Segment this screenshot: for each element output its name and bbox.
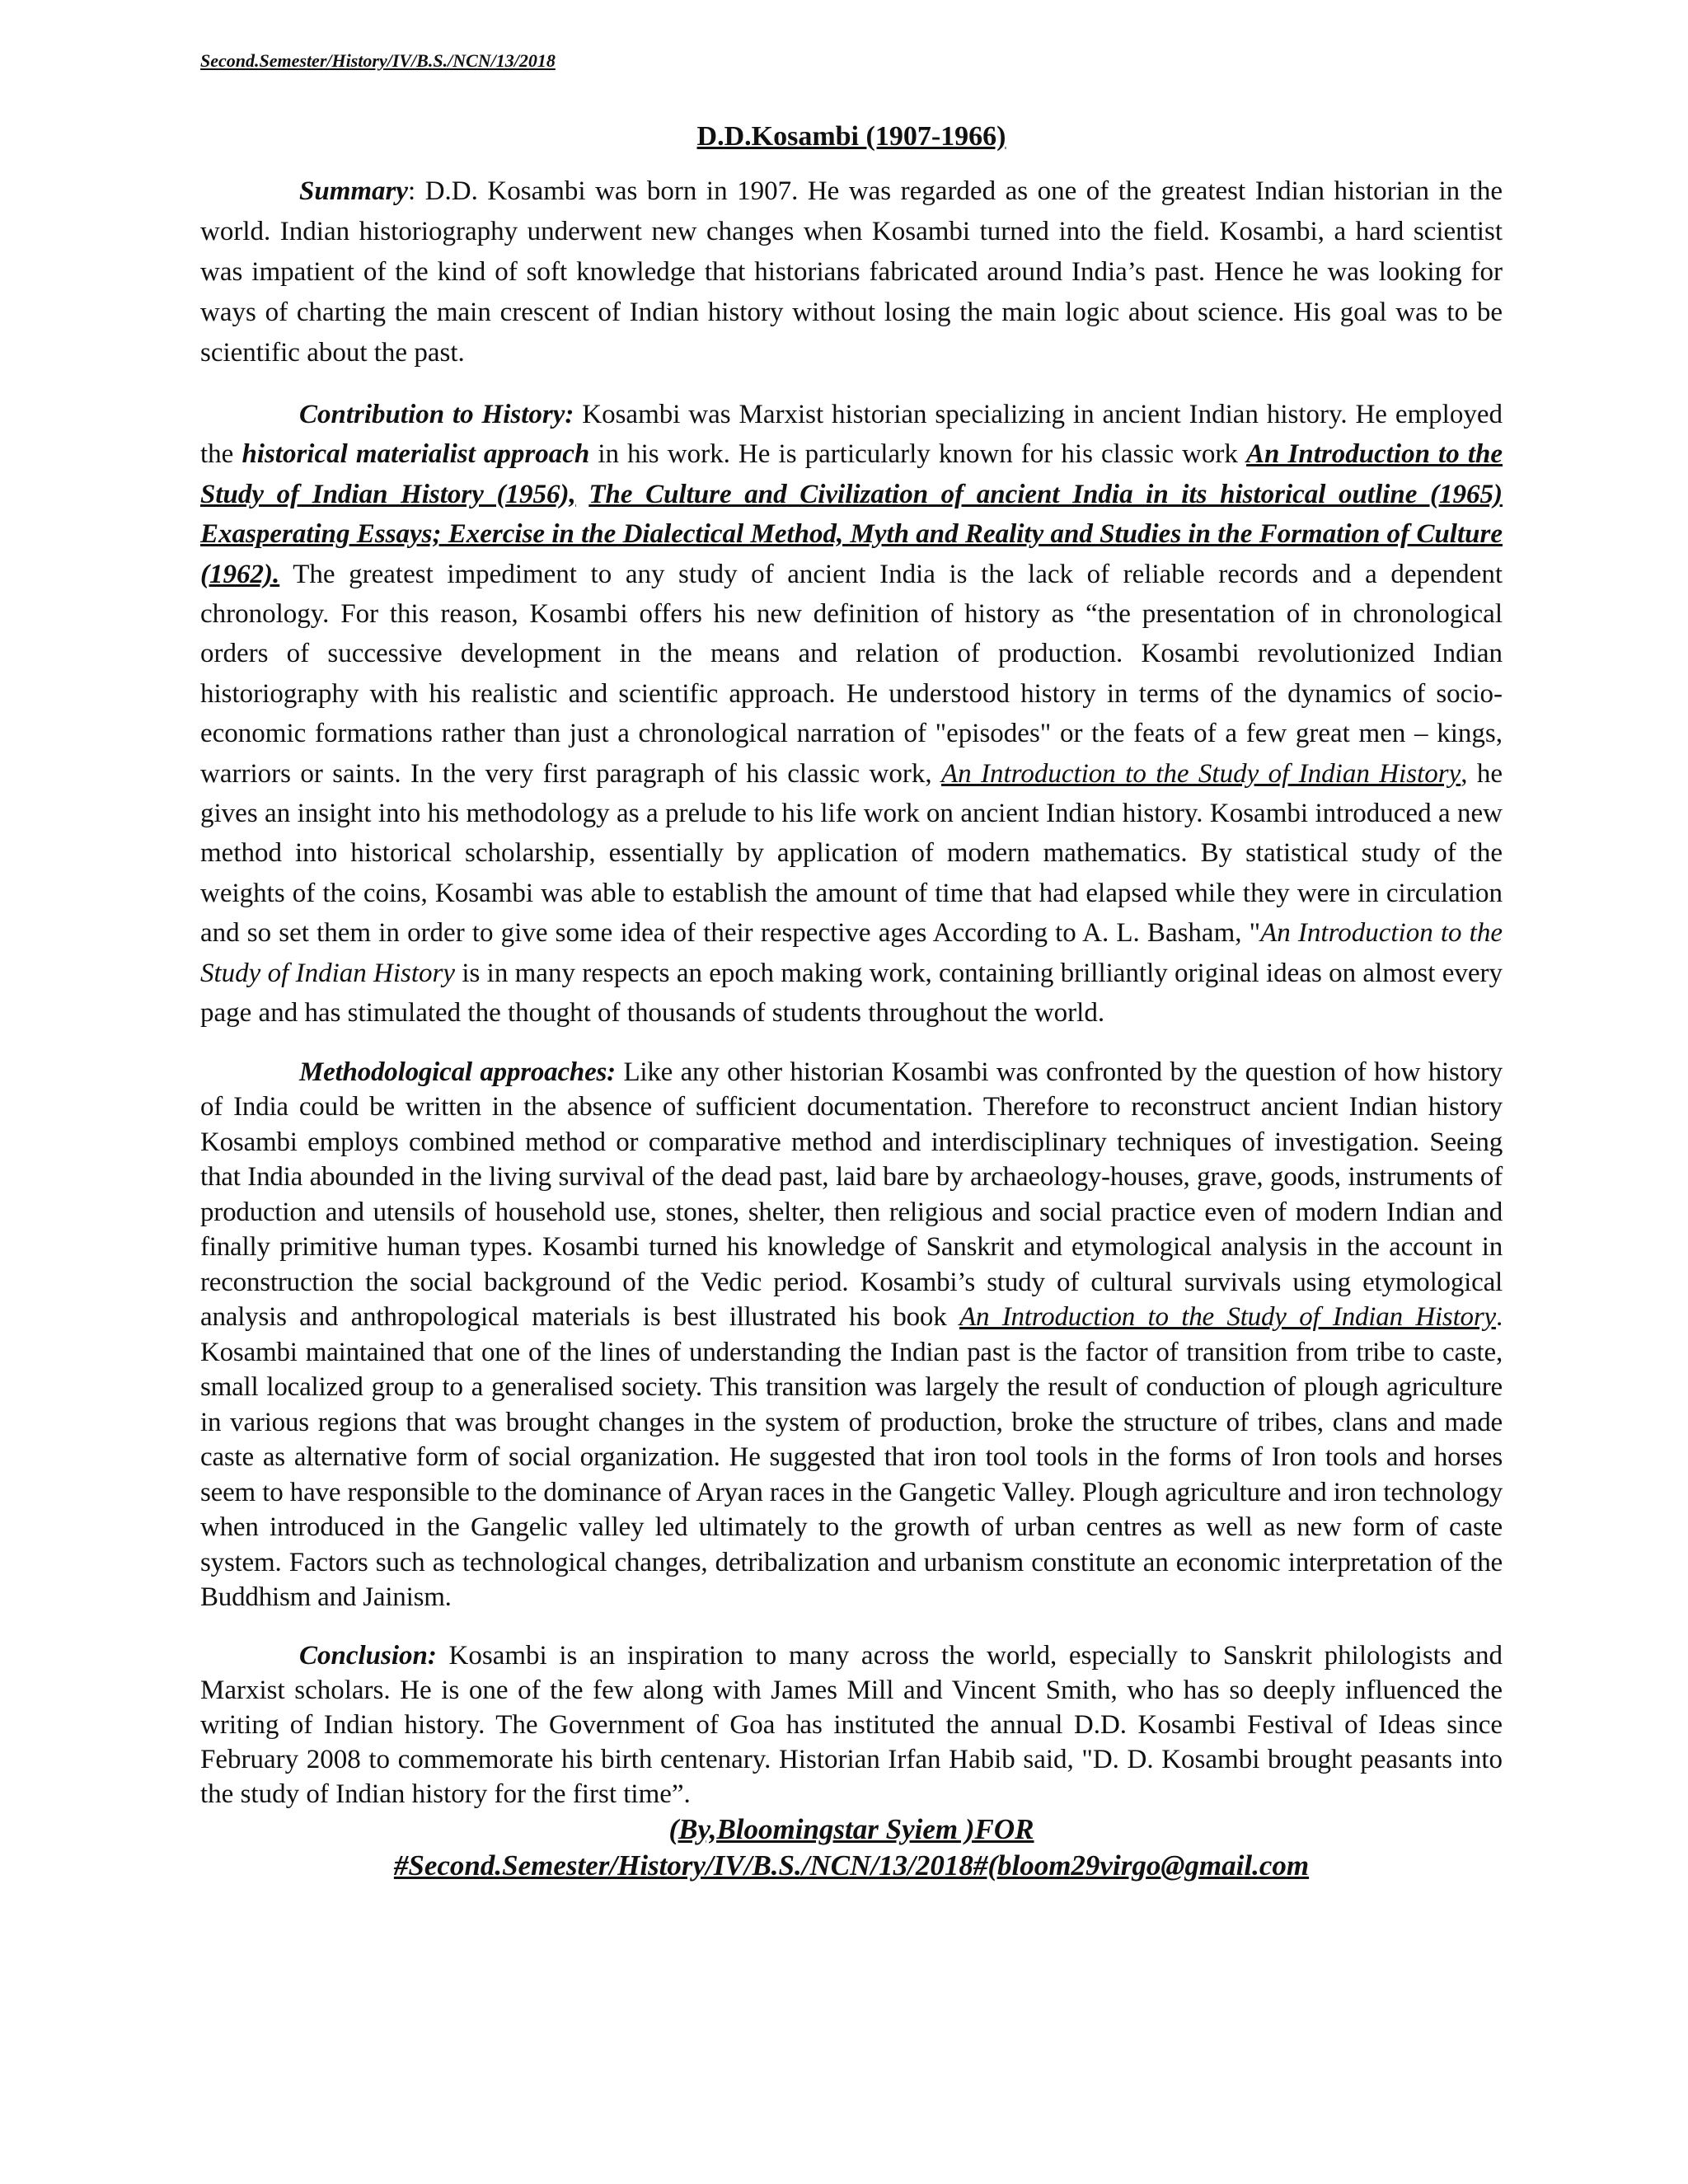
page-header: Second.Semester/History/IV/B.S./NCN/13/2018 [200,50,556,71]
page-title: D.D.Kosambi (1907-1966) [696,121,1006,152]
approach-term: historical materialist approach [241,439,590,470]
conclusion-text: Kosambi is an inspiration to many across the world, especially to Sanskrit philologists and Marxist scholars. He is one of the few along with James Mill and Vincent Smith, who has so deeply influenced the writing of Indian history. The Government of Goa has instituted the annual D.D. Kosambi Festival of Ideas since February 2008 to commemorate his birth centenary. Historian Irfan Habib said, "D. D. Kosambi brought peasants into the study of Indian history for the first time”. [200,1640,1503,1809]
contribution-paragraph [200,395,1503,1033]
summary-heading: Summary [299,176,409,206]
contribution-text-3: The greatest impediment to any study of ancient India is the lack of reliable records and a dependent chronology. For this reason, Kosambi offers his new definition of history as “the presentation of in chronological orders of successive development in the means and relation of production. Kosambi revolutionized Indian historiography with his realistic and scientific approach. He understood history in terms of the dynamics of socio-economic formations rather than just a chronological narration of "episodes" or the feats of a few great men – kings, warriors or saints. In the very first paragraph of his classic work, [200,559,1503,789]
conclusion-paragraph [200,1638,1503,1811]
work-title-4: An Introduction to the Study of Indian History [941,758,1461,789]
footer-reference: #Second.Semester/History/IV/B.S./NCN/13/2018#(bloom29virgo@gmail.com [393,1849,1310,1882]
methodology-text-1: Like any other historian Kosambi was confronted by the question of how history of India could be written in the absence of sufficient documentation. Therefore to reconstruct ancient Indian history Kosambi employs combined method or comparative method and interdisciplinary techniques of investigation. Seeing that India abounded in the living survival of the dead past, laid bare by archaeology-houses, grave, goods, instruments of production and utensils of household use, stones, shelter, then religious and social practice even of modern Indian and finally primitive human types. Kosambi turned his knowledge of Sanskrit and etymological analysis in the account in reconstruction the social background of the Vedic period. Kosambi’s study of cultural survivals using etymological analysis and anthropological materials is best illustrated his book [200,1057,1503,1332]
contribution-heading: Contribution to History: [299,400,574,429]
contribution-text-5: is in many respects an epoch making work, containing brilliantly original ideas on almost every page and has stimulated the thought of thousands of students throughout the world. [200,958,1503,1029]
work-title-1: An Introduction to the Study of Indian History (1956), [200,439,1503,509]
summary-paragraph [200,171,1503,373]
spacer [576,480,589,509]
footer-author: (By,Bloomingstar Syiem )FOR [668,1812,1034,1845]
methodology-paragraph [200,1055,1503,1615]
footer-credit [200,1811,1503,1884]
contribution-text-2: in his work. He is particularly known for his classic work [589,439,1247,470]
contribution-text-1: Kosambi was Marxist historian specializing in ancient Indian history. He employed the [200,400,1503,470]
summary-text: : D.D. Kosambi was born in 1907. He was regarded as one of the greatest Indian historian in the world. Indian historiography underwent new changes when Kosambi turned into the field. Kosambi, a hard scientist was impatient of the kind of soft knowledge that historians fabricated around India’s past. Hence he was looking for ways of charting the main crescent of Indian history without losing the main logic about science. His goal was to be scientific about the past. [200,176,1503,368]
work-title-2: The Culture and Civilization of ancient India in its historical outline (1965) [588,479,1503,509]
document-page [200,49,1503,1884]
work-title-5: An Introduction to the Study of Indian History [200,918,1503,988]
work-title-3: Exasperating Essays; Exercise in the Dialectical Method, Myth and Reality and Studies in the Formation of Culture (1962). [200,519,1503,589]
methodology-heading: Methodological approaches: [299,1057,616,1087]
methodology-text-2: . Kosambi maintained that one of the lines of understanding the Indian past is the factor of transition from tribe to caste, small localized group to a generalised society. This transition was largely the result of conduction of plough agriculture in various regions that was brought changes in the system of production, broke the structure of tribes, clans and made caste as alternative form of social organization. He suggested that iron tool tools in the forms of Iron tools and horses seem to have responsible to the dominance of Aryan races in the Gangetic Valley. Plough agriculture and iron technology when introduced in the Gangelic valley led ultimately to the growth of urban centres as well as new form of caste system. Factors such as technological changes, detribalization and urbanism constitute an economic interpretation of the Buddhism and Jainism. [200,1302,1503,1612]
methodology-work-title: An Introduction to the Study of Indian History [959,1302,1496,1332]
contribution-text-4: , he gives an insight into his methodology as a prelude to his life work on ancient Indian history. Kosambi introduced a new method into historical scholarship, essentially by application of modern mathematics. By statistical study of the weights of the coins, Kosambi was able to establish the amount of time that had elapsed while they were in circulation and so set them in order to give some idea of their respective ages According to A. L. Basham, " [200,758,1503,949]
conclusion-heading: Conclusion: [299,1640,437,1671]
